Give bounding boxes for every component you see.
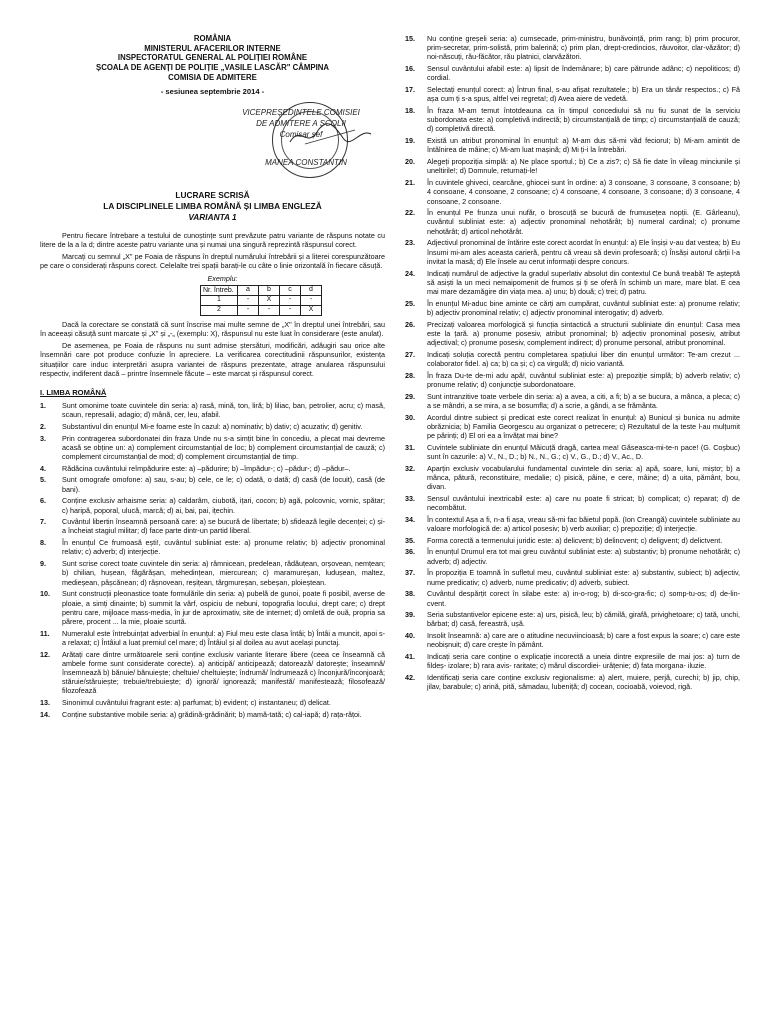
question-number: 33. [405, 493, 415, 503]
question-number: 42. [405, 673, 415, 683]
question-text: În enunțul Drumul era tot mai greu cuvântul subliniat este: a) substantiv; b) pronume nehotărât; c) adverb; d) adjectiv. [427, 547, 740, 566]
left-column [40, 34, 385, 722]
question-item [405, 610, 740, 628]
question-text: Forma corectă a termenului juridic este: a) delicvent; b) delincvent; c) deligvent; d) delictvent. [427, 535, 723, 545]
question-number: 11. [40, 628, 50, 638]
question-text: Numeralul este întrebuințat adverbial în enunțul: a) Fiul meu este clasa întâi; b) Întâi a muncit, apoi s-a relaxat; c) Întâiul a luat premiul cel mare; d) Întâiul și al doilea au avut același punctaj. [62, 628, 385, 647]
table-cell: - [259, 305, 280, 315]
question-text: Rădăcina cuvântului reîmpădurire este: a) –pădurire; b) –împădur-; c) –pădur-; d) –pădur–. [62, 463, 351, 473]
table-header-cell: c [280, 285, 301, 295]
question-item [405, 269, 740, 297]
example-table [200, 285, 322, 316]
table-cell: - [238, 305, 259, 315]
question-item [40, 475, 385, 493]
question-number: 16. [405, 64, 415, 74]
question-number: 17. [405, 85, 415, 95]
question-item [405, 371, 740, 389]
question-text: Arătați care dintre următoarele serii conține exclusiv variante literare libere (ceea ce înseamnă că ambele forme sunt considerate corecte). a) anticipă/ anticipează; datorează/ datorește; înseamnă/ însemnează b) bănuie/ bănuiește; cheltuie/ cheltuiește; îndrumă/ îndrumează c) înconjură/înconjoară; stăruie/stăruiește; trebuie/trebuiește; d) ignoră/ ignorează; manifestă/ manifestează; filosofează/ filozofează [62, 649, 385, 696]
question-item [40, 496, 385, 514]
question-number: 28. [405, 370, 415, 380]
table-header-cell: a [238, 285, 259, 295]
question-item [405, 64, 740, 82]
question-number: 38. [405, 589, 415, 599]
question-item [405, 178, 740, 206]
question-number: 8. [40, 538, 46, 548]
table-cell: X [301, 305, 322, 315]
exam-title [40, 190, 385, 222]
question-item [40, 589, 385, 626]
question-number: 30. [405, 412, 415, 422]
question-text: Conține exclusiv arhaisme seria: a) caldarâm, ciubotă, ițari, cocon; b) agă, polcovnic, vornic, spătar; c) haripă, poporal, ulucă, marcă; d) ai, bai, pai, ițechin. [62, 496, 385, 515]
question-item [40, 517, 385, 535]
question-item [405, 413, 740, 441]
question-item [405, 631, 740, 649]
table-cell: 2 [201, 305, 238, 315]
question-number: 22. [405, 208, 415, 218]
question-text: Insolit înseamnă: a) care are o atitudine necuviincioasă; b) care a fost expus la soare; c) care este neobișnuit; d) care crește în pământ. [427, 631, 740, 650]
stamp-subtitle: DE ADMITERE A ȘCOLII [256, 119, 346, 129]
question-text: Selectați enunțul corect: a) Întrun final, s-au afișat rezultatele.; b) Era un tânăr respectos.; c) Fă așa cum ți s-a spus, altfel vei regreta!; d) Avea aiere de vedetă. [427, 85, 740, 104]
question-item [405, 106, 740, 134]
question-number: 40. [405, 631, 415, 641]
question-text: În enunțul Mi-aduc bine aminte ce cărți am cumpărat, cuvântul subliniat este: a) pronume relativ; b) adjectiv pronominal relativ; c) adjectiv pronominal interogativ; d) adverb. [427, 298, 740, 317]
table-row [201, 295, 322, 305]
question-number: 6. [40, 496, 46, 506]
question-text: În propoziția E toamnă în sufletul meu, cuvântul subliniat este: a) substantiv, subiect; b) adjectiv, nume predicativ; c) adverb, nume predicativ; d) adverb, subiect. [427, 568, 740, 587]
question-item [405, 494, 740, 512]
question-number: 2. [40, 421, 46, 431]
question-text: Identificați seria care conține exclusiv regionalisme: a) alert, muiere, perjă, curechi; b) jip, chip, jilav, barabule; c) arină, pită, sămadau, lubeniță; d) cocean, cocioabă, voievod, rigă. [427, 673, 740, 692]
question-number: 5. [40, 475, 46, 485]
question-number: 20. [405, 157, 415, 167]
question-item [405, 443, 740, 461]
question-list-right [405, 34, 740, 692]
session-label: - sesiunea septembrie 2014 - [160, 86, 265, 96]
stamp-block [40, 98, 385, 184]
question-item [40, 422, 385, 431]
table-cell: - [301, 295, 322, 305]
title-line: LA DISCIPLINELE LIMBA ROMÂNĂ ȘI LIMBA ENGLEZĂ [103, 201, 322, 212]
question-number: 29. [405, 391, 415, 401]
question-item [405, 392, 740, 410]
question-number: 12. [40, 649, 50, 659]
question-text: Sunt intranzitive toate verbele din seria: a) a avea, a citi, a fi; b) a se bucura, a mânca, a pleca; c) a se mândri, a se mira, a se bosumfla; d) a scrie, a gândi, a se frământa. [427, 391, 740, 410]
question-number: 25. [405, 298, 415, 308]
question-text: Precizați valoarea morfologică și funcția sintactică a structurii subliniate din enunțul: Casa mea este la țară. a) pronume posesiv, atribut pronominal; b) adjectiv pronominal posesiv, atribut adjectival; c) pronume posesiv, complement indirect; d) pronume personal, atribut pronominal. [427, 319, 740, 348]
question-text: Indicați numărul de adjective la gradul superlativ absolut din contextul Ce bună treabă! Te așteptă să asiști la un meci nemaipomenit de frumos și ți se oferă în schimb un mare, mare blat. E cea mai mare dezamăgire din viața mea. a) unu; b) două; c) trei; d) patru. [427, 268, 740, 296]
question-text: Sunt construcții pleonastice toate formulările din seria: a) pubelă de gunoi, poate fi posibil, averse de ploaie, a simți dinainte; b) summit la vârf, ospiciu de nebuni, topografia locului, drept care; c) drept pentru care, mijloace mass-media, în jur de aproximativ, site de internet; d) omletă de ouă, propria sa părere, procent ... la mie, ploaie scurtă. [62, 589, 385, 626]
question-number: 4. [40, 463, 46, 473]
question-item [40, 650, 385, 696]
question-text: Sunt omonime toate cuvintele din seria: a) rasă, mină, ton, liră; b) liliac, ban, petrolier, acru; c) masă, scaun, represalii, adagio; d) mână, cer, leu, afabil. [62, 400, 385, 420]
question-number: 23. [405, 238, 415, 248]
question-text: Sinonimul cuvântului fragrant este: a) parfumat; b) evident; c) instantaneu; d) delicat. [62, 698, 331, 708]
question-text: Aparțin exclusiv vocabularului fundamental cuvintele din seria: a) apă, soare, luni, miștơ; b) a mânca, pătură, reconstituire, medalie; c) pisică, pâine, e cere, mâine; d) a uita, pământ, bou, divan. [427, 463, 740, 492]
stamp-title: VICEPREȘEDINTELE COMISIEI [242, 108, 360, 118]
table-cell: 1 [201, 295, 238, 305]
question-text: Prin contragerea subordonatei din fraza Unde nu s-a simțit bine în concediu, a plecat mai devreme acasă se obține un: a) complement circumstanțial de loc; b) complement circumstanțial de cauză; c) complement circumstanțial de mod; d) complement circumstanțial de timp. [62, 433, 385, 461]
header-line: ROMÂNIA [193, 34, 232, 43]
question-number: 10. [40, 589, 50, 599]
table-cell: - [238, 295, 259, 305]
question-item [40, 538, 385, 556]
question-item [405, 208, 740, 236]
question-item [405, 34, 740, 62]
question-text: În contextul Așa a fi, n-a fi așa, vreau să-mi fac băietul popă. (Ion Creangă) cuvintele subliniate au valoare morfologică de: a) articol posesiv; b) verb auxiliar; c) prepoziție; d) interjecție. [427, 514, 740, 533]
title-line: LUCRARE SCRISĂ [175, 190, 250, 201]
question-item [405, 320, 740, 348]
question-item [40, 698, 385, 707]
right-column [405, 34, 740, 694]
question-item [40, 464, 385, 473]
question-text: Nu conține greșeli seria: a) cumsecade, prim-ministru, bunăvoință, prim rang; b) prim procuror, prim-secretar, prim-solistă, prim balerină; c) prim plan, drept-credincios, răuvoitor, clar-văzător; d) noi-născuți, rău-făcător, rău platnici, clarvăzători. [427, 34, 740, 62]
question-text: În fraza M-am temut întotdeauna ca în timpul concediului să nu fiu sunat de la serviciu subordonata este: a) completivă indirectă; b) circumstanțială de timp; c) circumstanțială de cauză; d) completivă directă. [427, 106, 740, 134]
example-label: Exemplu: [207, 273, 238, 283]
question-text: Cuvintele subliniate din enunțul Măicuță dragă, cartea mea! Găseasca-mi-te-n pace! (G. Coșbuc) sunt în cazurile: a) V., N., D.; b) N., N., G.; c) V., G., D.; d) V., Ac., D. [427, 442, 740, 461]
header-line: INSPECTORATUL GENERAL AL POLIȚIEI ROMÂNE [117, 53, 308, 63]
question-number: 14. [40, 709, 50, 719]
question-text: Substantivul din enunțul Mi-e foame este în cazul: a) nominativ; b) dativ; c) acuzativ; d) genitiv. [62, 421, 363, 431]
question-item [405, 568, 740, 586]
question-number: 34. [405, 514, 415, 524]
question-number: 27. [405, 349, 415, 359]
table-header-cell: d [301, 285, 322, 295]
section-title: I. LIMBA ROMÂNĂ [40, 388, 107, 398]
question-text: Cuvântul despărțit corect în silabe este: a) in-o-rog; b) di-sco-gra-fic; c) somp-tu-os; d) de-lin-cvent. [427, 589, 740, 608]
question-text: Există un atribut pronominal în enunțul: a) M-am dus să-mi văd fecioruI; b) Mi-am amintit de întâlnirea de mâine; c) Mi-am luat mașină; d) Mi ți-i la întrebări. [427, 136, 740, 155]
question-number: 13. [40, 698, 50, 708]
question-number: 24. [405, 268, 415, 278]
question-list-left [40, 401, 385, 719]
question-number: 18. [405, 106, 415, 116]
question-number: 26. [405, 319, 415, 329]
question-text: Conține substantive mobile seria: a) grădină-grădinărit; b) mamă-tată; c) cal-iapă; d) rața-rățoi. [62, 709, 362, 719]
stamp-rank: Comisar șef [279, 130, 323, 140]
signature [285, 120, 375, 150]
question-text: Seria substantivelor epicene este: a) urs, pisică, leu; b) cămilă, girafă, privighetoare; c) tată, unchi, bărbat; d) casă, fereastră, ușă. [427, 610, 740, 629]
question-item [405, 464, 740, 492]
stamp-name: MANEA CONSTANTIN [265, 158, 347, 168]
question-item [405, 547, 740, 565]
question-number: 19. [405, 136, 415, 146]
question-number: 7. [40, 517, 46, 527]
table-cell: - [280, 295, 301, 305]
question-text: Adjectivul pronominal de întărire este corect acordat în enunțul: a) Ele înșiși v-au dat vestea; b) Eu însumi mi-am ales aceasta carieră, pentru că vreau să devin profesoară; c) Însăși autorul cărții l-a invitat la masă; d) Ele însele au cerut informații despre concurs. [427, 238, 740, 266]
question-text: În enunțul Ce frumoasă ești!, cuvântul subliniat este: a) pronume relativ; b) adjectiv pronominal relativ; c) adverb; d) interjecție. [62, 538, 385, 557]
question-item [405, 350, 740, 368]
question-number: 21. [405, 178, 415, 188]
question-number: 35. [405, 535, 415, 545]
question-item [40, 559, 385, 587]
table-row [201, 285, 322, 295]
question-item [405, 515, 740, 533]
header [40, 34, 385, 83]
question-item [40, 710, 385, 719]
instructions-paragraph: Marcați cu semnul „X" pe Foaia de răspuns în dreptul numărului întrebării și a literei corespunzătoare pe care o considerați răspuns corect. Celelalte trei spații barați-le cu câte o linie orizontală în fiecare căsuță. [40, 252, 385, 271]
question-item [405, 157, 740, 175]
instructions-paragraph: Dacă la corectare se constată că sunt înscrise mai multe semne de „X" în dreptul unei întrebări, sau în aceeași căsuță sunt marcate și „X" și „-„ (exemplu: X), răspunsul nu este luat în considerare (este anulat). [40, 319, 385, 339]
question-text: În cuvintele ghiveci, cearcăne, ghiocei sunt în ordine: a) 3 consoane, 3 consoane, 3 consoane; b) 4 consoane, 4 consoane, 2 consoane; c) 4 consoane, 4 consoane, 3 consoane; d) 3 consoane, 4 consoane, 2 consoane. [427, 178, 740, 206]
question-text: Indicați soluția corectă pentru completarea spațiului liber din enunțul următor: Te-am crezut ... colaborator fidel. a) ca; b) ca și; c) ca virgulă; d) nicio variantă. [427, 349, 740, 368]
table-cell: - [280, 305, 301, 315]
question-text: Sunt scrise corect toate cuvintele din seria: a) râmnicean, predelean, rădăuțean, orșovean, nemțean; b) chilian, hușean, făgărășan, mehedințean, miercurean; c) maramureșan, ludușean, maltez, medieșean, pâșcănean; d) râșnovean, reșițean, târgmureșan, sebeșan, ploieștean. [62, 559, 385, 587]
question-text: Sensul cuvântului inextricabil este: a) care nu poate fi stricat; b) complicat; c) reparat; d) de necombătut. [427, 493, 740, 513]
question-number: 15. [405, 34, 415, 43]
header-line: COMISIA DE ADMITERE [168, 72, 257, 82]
question-item [405, 136, 740, 154]
question-text: Alegeți propoziția simplă: a) Ne place sportul.; b) Ce a zis?; c) Să fie date în vileag minciunile și uneltirile!; d) Domnule, returnați-le! [427, 157, 740, 176]
question-item [40, 629, 385, 647]
question-number: 41. [405, 652, 415, 662]
question-text: Cuvântul libertin înseamnă persoană care: a) se bucură de libertate; b) sfidează legile decenței; c) și-a încheiat stagiul militar; d) face parte dintr-un partid liberal. [62, 517, 385, 536]
question-number: 31. [405, 442, 415, 452]
table-header-cell: Nr. întreb. [201, 285, 238, 295]
instructions-paragraph: De asemenea, pe Foaia de răspuns nu sunt admise ștersături, modificări, adăugiri sau orice alte însemnări care pot produce confuzie în apreciere. La verificarea corectitudinii răspunsurilor, existența situațiilor care induc interpretări asupra variantei de răspuns prezentate, atrage anularea răspunsului respectiv, indiferent dacă – printre însemnele făcute – este marcat și răspunsul corect. [40, 341, 385, 378]
question-item [405, 673, 740, 691]
question-number: 1. [40, 400, 46, 410]
question-text: Sensul cuvântului afabil este: a) lipsit de îndemânare; b) care pătrunde adânc; c) nepoliticos; d) cordial. [427, 64, 740, 83]
question-text: În fraza Du-te de-mi adu apă!, cuvântul subliniat este: a) prepoziție simplă; b) adverb relativ; c) pronume relativ; d) conjuncție subordonatoare. [427, 370, 740, 389]
question-item [405, 238, 740, 266]
question-text: Sunt omografe omofone: a) sau, s-au; b) cele, ce le; c) odată, o dată; d) casă (de locuit), casă (de bani). [62, 475, 385, 494]
question-number: 39. [405, 610, 415, 620]
question-item [405, 299, 740, 317]
header-line: MINISTERUL AFACERILOR INTERNE [144, 43, 281, 53]
question-text: În enunțul Pe frunza unui nufăr, o broscuță se bucură de frumusețea nopții. (E. Gârleanu), cuvântul subliniat este: a) adjectiv pronominal nehotărât; b) numeral cardinal; c) pronume nehotărât; d) articol nehotărât. [427, 208, 740, 236]
table-header-cell: b [259, 285, 280, 295]
instructions-paragraph: Pentru fiecare întrebare a testului de cunoștințe sunt prevăzute patru variante de răspuns notate cu litere de la a la d; dintre aceste patru variante una și numai una singură reprezintă răspunsul corect. [40, 230, 385, 249]
question-item [405, 85, 740, 103]
question-number: 36. [405, 547, 415, 557]
question-text: Indicați seria care conține o explicație incorectă a uneia dintre expresiile de mai jos: a) turn de fildeș- izolare; b) rara avis- raritate; c) mărul discordiei- urâțenie; d) fata morgana- iluzie. [427, 652, 740, 671]
header-line: ȘCOALA DE AGENȚI DE POLIȚIE „VASILE LASCĂR" CÂMPINA [96, 63, 329, 73]
question-item [40, 434, 385, 462]
question-item [405, 589, 740, 607]
question-number: 9. [40, 559, 46, 569]
question-number: 37. [405, 568, 415, 578]
question-item [405, 536, 740, 545]
question-number: 32. [405, 463, 415, 473]
question-item [405, 652, 740, 670]
table-cell: X [259, 295, 280, 305]
question-text: Acordul dintre subiect și predicat este corect realizat în enunțul: a) Bunicul și bunica nu admite obrăznicia; b) Familia Georgescu au organizat o petrecere; c) Rezultatul de la teste l-au mulțumit pe părinți; d) El ori ea a învățat mai bine? [427, 412, 740, 441]
table-row [201, 305, 322, 315]
variant-label: VARIANTA 1 [188, 211, 237, 222]
question-number: 3. [40, 433, 46, 443]
question-item [40, 401, 385, 419]
